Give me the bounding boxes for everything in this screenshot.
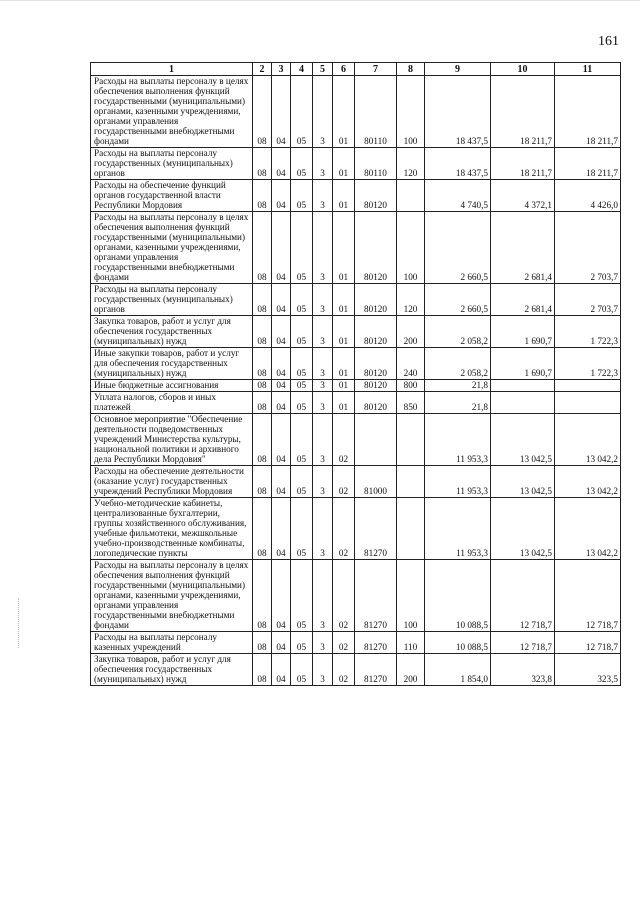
table-row	[91, 148, 621, 180]
cell-c4: 05	[291, 632, 313, 654]
row-label: Иные бюджетные ассигнования	[91, 380, 253, 392]
scan-top-edge	[0, 0, 640, 1]
cell-c10: 323,8	[491, 654, 555, 686]
cell-c3: 04	[272, 498, 291, 560]
cell-c11: 13 042,2	[555, 498, 621, 560]
cell-c9: 11 953,3	[425, 498, 491, 560]
table-row	[91, 316, 621, 348]
cell-c8: 100	[397, 560, 425, 632]
cell-c4: 05	[291, 212, 313, 284]
cell-c3: 04	[272, 212, 291, 284]
cell-c8: 120	[397, 148, 425, 180]
table-row	[91, 498, 621, 560]
cell-c5: 3	[313, 392, 333, 414]
cell-c4: 05	[291, 316, 313, 348]
cell-c10	[491, 392, 555, 414]
cell-c7: 80120	[355, 180, 397, 212]
cell-c6: 01	[333, 380, 355, 392]
cell-c5: 3	[313, 284, 333, 316]
cell-c9: 10 088,5	[425, 560, 491, 632]
cell-c3: 04	[272, 380, 291, 392]
cell-c2: 08	[253, 560, 272, 632]
row-label: Уплата налогов, сборов и иных платежей	[91, 392, 253, 414]
cell-c2: 08	[253, 348, 272, 380]
cell-c6: 02	[333, 654, 355, 686]
cell-c2: 08	[253, 632, 272, 654]
cell-c10: 13 042,5	[491, 414, 555, 466]
cell-c7: 80120	[355, 212, 397, 284]
table-header-row	[91, 63, 621, 76]
cell-c6: 01	[333, 316, 355, 348]
cell-c7: 81000	[355, 466, 397, 498]
cell-c11: 2 703,7	[555, 284, 621, 316]
table-row	[91, 654, 621, 686]
column-header-3: 3	[272, 63, 291, 76]
cell-c2: 08	[253, 284, 272, 316]
cell-c10: 12 718,7	[491, 632, 555, 654]
table-row	[91, 380, 621, 392]
column-header-10: 10	[491, 63, 555, 76]
cell-c2: 08	[253, 498, 272, 560]
cell-c4: 05	[291, 180, 313, 212]
row-label: Расходы на выплаты персоналу в целях обеспечения выполнения функций государственными (муниципальными) органами, казенными учреждениями, органами управления государственными внебюджетными фондами	[91, 212, 253, 284]
cell-c4: 05	[291, 380, 313, 392]
cell-c10: 13 042,5	[491, 466, 555, 498]
table-row	[91, 76, 621, 148]
cell-c2: 08	[253, 380, 272, 392]
cell-c6: 02	[333, 466, 355, 498]
cell-c9: 18 437,5	[425, 148, 491, 180]
cell-c2: 08	[253, 148, 272, 180]
cell-c2: 08	[253, 212, 272, 284]
cell-c4: 05	[291, 654, 313, 686]
table-row	[91, 284, 621, 316]
cell-c10	[491, 380, 555, 392]
cell-c7: 81270	[355, 654, 397, 686]
column-header-6: 6	[333, 63, 355, 76]
cell-c5: 3	[313, 316, 333, 348]
cell-c8: 800	[397, 380, 425, 392]
cell-c7: 80120	[355, 392, 397, 414]
cell-c3: 04	[272, 348, 291, 380]
row-label: Учебно-методические кабинеты, централизованные бухгалтерии, группы хозяйственного обслуживания, учебные фильмотеки, межшкольные учебно-производственные комбинаты, логопедические пункты	[91, 498, 253, 560]
page-number: 161	[598, 34, 619, 49]
cell-c8	[397, 498, 425, 560]
row-label: Расходы на обеспечение функций органов государственной власти Республики Мордовия	[91, 180, 253, 212]
cell-c11	[555, 392, 621, 414]
cell-c10: 2 681,4	[491, 284, 555, 316]
cell-c6: 01	[333, 180, 355, 212]
cell-c4: 05	[291, 392, 313, 414]
cell-c5: 3	[313, 560, 333, 632]
cell-c11: 1 722,3	[555, 316, 621, 348]
row-label: Расходы на выплаты персоналу в целях обеспечения выполнения функций государственными (муниципальными) органами, казенными учреждениями, органами управления государственными внебюджетными фондами	[91, 560, 253, 632]
cell-c5: 3	[313, 348, 333, 380]
cell-c2: 08	[253, 316, 272, 348]
cell-c8: 200	[397, 316, 425, 348]
row-label: Основное мероприятие "Обеспечение деятельности подведомственных учреждений Министерства культуры, национальной политики и архивного дела Республики Мордовия"	[91, 414, 253, 466]
cell-c3: 04	[272, 414, 291, 466]
column-header-9: 9	[425, 63, 491, 76]
cell-c4: 05	[291, 466, 313, 498]
cell-c7: 81270	[355, 632, 397, 654]
cell-c9: 2 660,5	[425, 212, 491, 284]
cell-c9: 1 854,0	[425, 654, 491, 686]
cell-c5: 3	[313, 76, 333, 148]
cell-c6: 02	[333, 560, 355, 632]
cell-c4: 05	[291, 284, 313, 316]
cell-c3: 04	[272, 148, 291, 180]
cell-c9: 21,8	[425, 392, 491, 414]
cell-c4: 05	[291, 498, 313, 560]
column-header-1: 1	[91, 63, 253, 76]
cell-c9: 2 660,5	[425, 284, 491, 316]
cell-c6: 01	[333, 76, 355, 148]
cell-c11: 18 211,7	[555, 76, 621, 148]
cell-c9: 2 058,2	[425, 348, 491, 380]
row-label: Закупка товаров, работ и услуг для обеспечения государственных (муниципальных) нужд	[91, 316, 253, 348]
row-label: Закупка товаров, работ и услуг для обеспечения государственных (муниципальных) нужд	[91, 654, 253, 686]
cell-c6: 02	[333, 414, 355, 466]
column-header-11: 11	[555, 63, 621, 76]
cell-c8	[397, 414, 425, 466]
cell-c9: 10 088,5	[425, 632, 491, 654]
cell-c5: 3	[313, 380, 333, 392]
cell-c5: 3	[313, 466, 333, 498]
cell-c6: 02	[333, 632, 355, 654]
cell-c10: 4 372,1	[491, 180, 555, 212]
cell-c6: 01	[333, 284, 355, 316]
cell-c6: 01	[333, 348, 355, 380]
table-row	[91, 180, 621, 212]
budget-table-container	[90, 62, 620, 686]
column-header-5: 5	[313, 63, 333, 76]
cell-c3: 04	[272, 316, 291, 348]
scan-artifact	[18, 598, 20, 648]
cell-c5: 3	[313, 632, 333, 654]
table-body	[91, 76, 621, 686]
cell-c5: 3	[313, 654, 333, 686]
cell-c11: 12 718,7	[555, 560, 621, 632]
cell-c5: 3	[313, 148, 333, 180]
cell-c2: 08	[253, 180, 272, 212]
cell-c7: 80120	[355, 316, 397, 348]
cell-c6: 01	[333, 212, 355, 284]
cell-c10: 18 211,7	[491, 148, 555, 180]
cell-c9: 2 058,2	[425, 316, 491, 348]
row-label: Иные закупки товаров, работ и услуг для обеспечения государственных (муниципальных) нужд	[91, 348, 253, 380]
cell-c7: 80110	[355, 148, 397, 180]
table-row	[91, 632, 621, 654]
table-row	[91, 348, 621, 380]
cell-c4: 05	[291, 348, 313, 380]
column-header-4: 4	[291, 63, 313, 76]
cell-c2: 08	[253, 466, 272, 498]
cell-c10: 1 690,7	[491, 316, 555, 348]
table-row	[91, 392, 621, 414]
cell-c4: 05	[291, 76, 313, 148]
cell-c2: 08	[253, 76, 272, 148]
row-label: Расходы на выплаты персоналу государственных (муниципальных) органов	[91, 148, 253, 180]
cell-c6: 02	[333, 498, 355, 560]
cell-c7: 80110	[355, 76, 397, 148]
budget-table	[90, 62, 621, 686]
cell-c10: 2 681,4	[491, 212, 555, 284]
cell-c3: 04	[272, 392, 291, 414]
cell-c11: 323,5	[555, 654, 621, 686]
cell-c4: 05	[291, 414, 313, 466]
cell-c11: 12 718,7	[555, 632, 621, 654]
column-header-8: 8	[397, 63, 425, 76]
cell-c5: 3	[313, 180, 333, 212]
cell-c8: 850	[397, 392, 425, 414]
cell-c8: 100	[397, 76, 425, 148]
cell-c9: 18 437,5	[425, 76, 491, 148]
cell-c11: 4 426,0	[555, 180, 621, 212]
cell-c11	[555, 380, 621, 392]
column-header-2: 2	[253, 63, 272, 76]
cell-c4: 05	[291, 148, 313, 180]
cell-c11: 18 211,7	[555, 148, 621, 180]
cell-c11: 13 042,2	[555, 414, 621, 466]
cell-c8: 100	[397, 212, 425, 284]
cell-c7	[355, 414, 397, 466]
cell-c3: 04	[272, 76, 291, 148]
cell-c10: 13 042,5	[491, 498, 555, 560]
cell-c3: 04	[272, 560, 291, 632]
cell-c2: 08	[253, 392, 272, 414]
cell-c6: 01	[333, 148, 355, 180]
row-label: Расходы на выплаты персоналу в целях обеспечения выполнения функций государственными (муниципальными) органами, казенными учреждениями, органами управления государственными внебюджетными фондами	[91, 76, 253, 148]
cell-c9: 11 953,3	[425, 466, 491, 498]
cell-c7: 80120	[355, 348, 397, 380]
cell-c11: 1 722,3	[555, 348, 621, 380]
cell-c6: 01	[333, 392, 355, 414]
cell-c4: 05	[291, 560, 313, 632]
table-row	[91, 414, 621, 466]
cell-c7: 80120	[355, 380, 397, 392]
row-label: Расходы на выплаты персоналу казенных учреждений	[91, 632, 253, 654]
table-row	[91, 560, 621, 632]
cell-c8: 120	[397, 284, 425, 316]
cell-c9: 21,8	[425, 380, 491, 392]
cell-c9: 4 740,5	[425, 180, 491, 212]
cell-c7: 81270	[355, 560, 397, 632]
cell-c10: 18 211,7	[491, 76, 555, 148]
table-row	[91, 212, 621, 284]
cell-c7: 80120	[355, 284, 397, 316]
cell-c3: 04	[272, 180, 291, 212]
row-label: Расходы на выплаты персоналу государственных (муниципальных) органов	[91, 284, 253, 316]
cell-c8: 110	[397, 632, 425, 654]
column-header-7: 7	[355, 63, 397, 76]
cell-c5: 3	[313, 414, 333, 466]
cell-c5: 3	[313, 212, 333, 284]
cell-c5: 3	[313, 498, 333, 560]
cell-c8: 240	[397, 348, 425, 380]
cell-c2: 08	[253, 414, 272, 466]
cell-c8	[397, 180, 425, 212]
cell-c8	[397, 466, 425, 498]
table-row	[91, 466, 621, 498]
cell-c9: 11 953,3	[425, 414, 491, 466]
cell-c8: 200	[397, 654, 425, 686]
cell-c11: 2 703,7	[555, 212, 621, 284]
cell-c3: 04	[272, 466, 291, 498]
cell-c10: 12 718,7	[491, 560, 555, 632]
cell-c3: 04	[272, 632, 291, 654]
cell-c10: 1 690,7	[491, 348, 555, 380]
row-label: Расходы на обеспечение деятельности (оказание услуг) государственных учреждений Республики Мордовия	[91, 466, 253, 498]
cell-c2: 08	[253, 654, 272, 686]
cell-c3: 04	[272, 284, 291, 316]
cell-c3: 04	[272, 654, 291, 686]
cell-c11: 13 042,2	[555, 466, 621, 498]
cell-c7: 81270	[355, 498, 397, 560]
